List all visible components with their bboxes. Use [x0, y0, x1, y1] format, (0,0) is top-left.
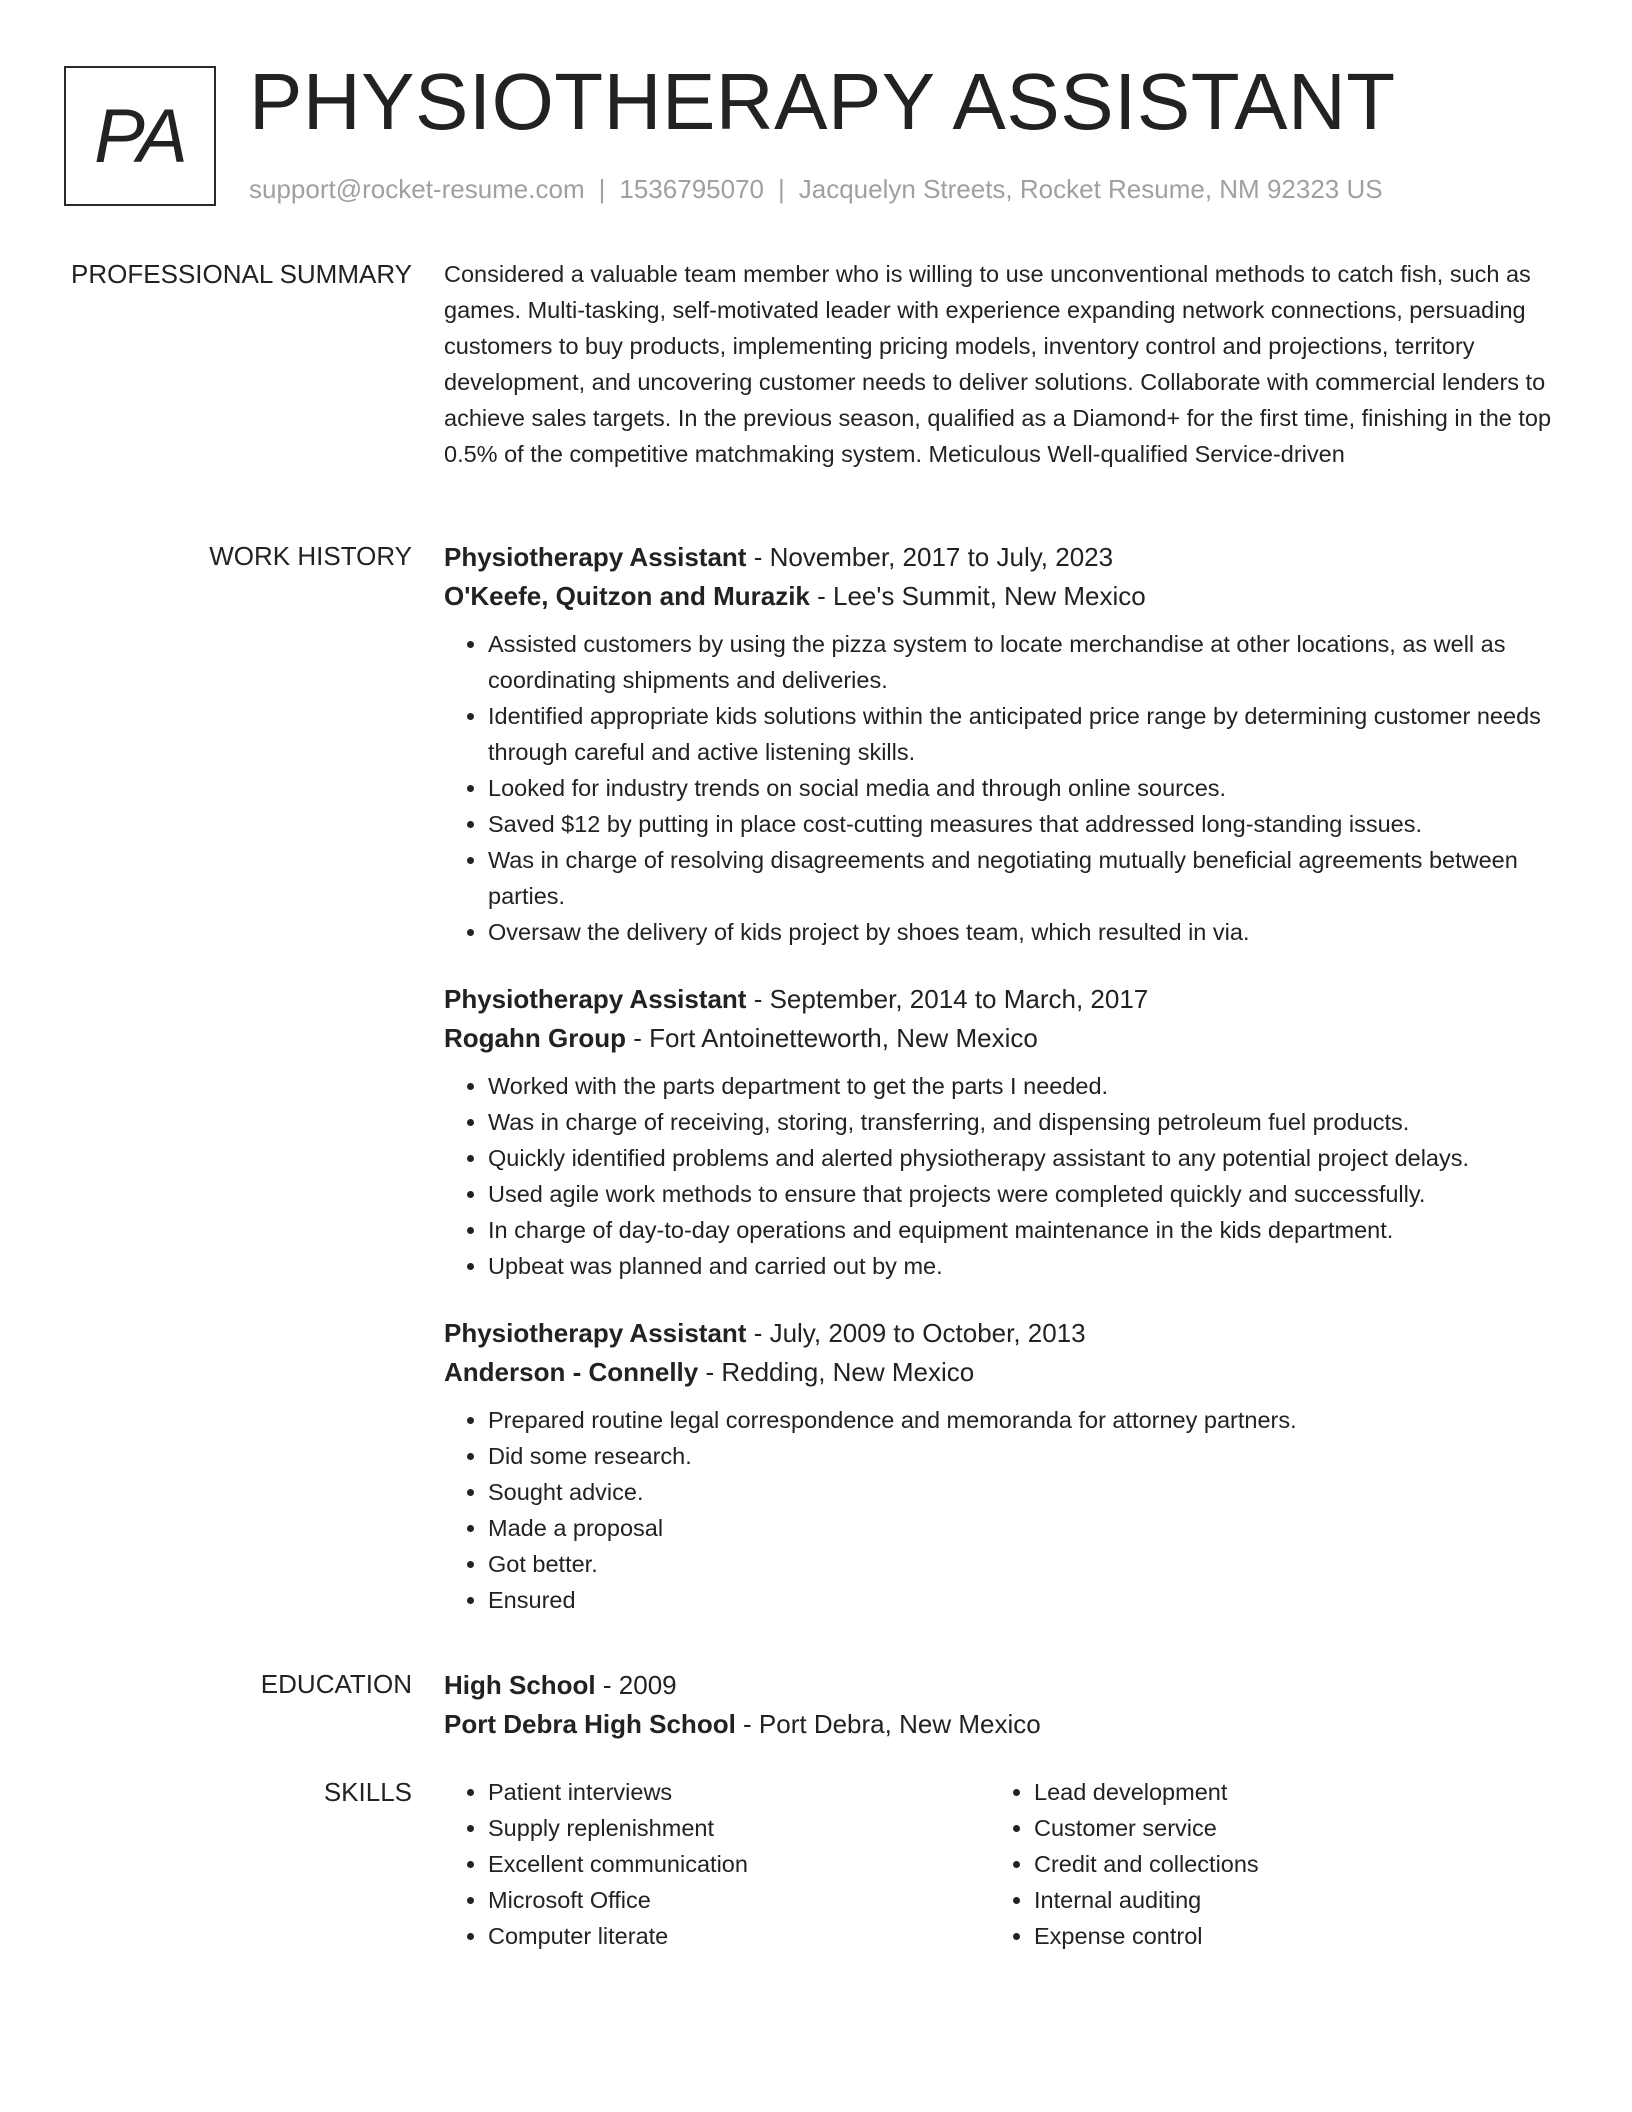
job-title-line [444, 538, 1560, 577]
job-dates: - July, 2009 to October, 2013 [746, 1318, 1086, 1348]
list-item: • Identified appropriate kids solutions within the anticipated price range by determining customer needs through careful and active listening skills. [488, 698, 1560, 770]
education-school-line [444, 1705, 1560, 1744]
contact-email: support@rocket-resume.com [249, 174, 585, 204]
job-company: Rogahn Group [444, 1023, 626, 1053]
list-item: • Looked for industry trends on social media and through online sources. [488, 770, 1560, 806]
list-item: • Sought advice. [488, 1474, 1560, 1510]
list-item: • Did some research. [488, 1438, 1560, 1474]
job-entry [444, 980, 1560, 1284]
job-company-line [444, 1353, 1560, 1392]
job-title: Physiotherapy Assistant [444, 1318, 747, 1348]
job-company: Anderson - Connelly [444, 1357, 699, 1387]
list-item: • In charge of day-to-day operations and equipment maintenance in the kids department. [488, 1212, 1560, 1248]
job-title: Physiotherapy Assistant [444, 984, 747, 1014]
list-item: • Saved $12 by putting in place cost-cutting measures that addressed long-standing issues. [488, 806, 1560, 842]
education-year: - 2009 [595, 1670, 677, 1700]
section-label-skills: SKILLS [323, 1777, 412, 1807]
education-location: - Port Debra, New Mexico [735, 1709, 1041, 1739]
skill-item: • Expense control [1034, 1918, 1536, 1954]
skill-item: • Lead development [1034, 1774, 1536, 1810]
contact-phone: 1536795070 [619, 174, 764, 204]
list-item: • Worked with the parts department to get the parts I needed. [488, 1068, 1560, 1104]
skills-body [444, 1774, 1560, 1954]
list-item: • Ensured [488, 1582, 1560, 1618]
job-entry [444, 1314, 1560, 1618]
education-degree-line [444, 1666, 1560, 1705]
list-item: • Upbeat was planned and carried out by me. [488, 1248, 1560, 1284]
contact-line [249, 172, 1383, 206]
job-title-line [444, 1314, 1560, 1353]
list-item: • Used agile work methods to ensure that projects were completed quickly and successfully. [488, 1176, 1560, 1212]
skill-item: • Customer service [1034, 1810, 1536, 1846]
list-item: • Oversaw the delivery of kids project by shoes team, which resulted in via. [488, 914, 1560, 950]
list-item: • Prepared routine legal correspondence and memoranda for attorney partners. [488, 1402, 1560, 1438]
job-location: - Fort Antoinetteworth, New Mexico [625, 1023, 1038, 1053]
job-dates: - September, 2014 to March, 2017 [746, 984, 1149, 1014]
monogram-initials: PA [94, 93, 186, 179]
skills-list-right [990, 1774, 1536, 1954]
monogram-box [64, 66, 216, 206]
job-bullets [444, 1068, 1560, 1284]
list-item: • Was in charge of resolving disagreements and negotiating mutually beneficial agreements between parties. [488, 842, 1560, 914]
skill-item: • Microsoft Office [488, 1882, 990, 1918]
section-label-work-history: WORK HISTORY [209, 541, 412, 571]
job-title-line [444, 980, 1560, 1019]
education-degree: High School [444, 1670, 596, 1700]
skill-item: • Supply replenishment [488, 1810, 990, 1846]
job-dates: - November, 2017 to July, 2023 [746, 542, 1114, 572]
list-item: • Quickly identified problems and alerted physiotherapy assistant to any potential project delays. [488, 1140, 1560, 1176]
job-company: O'Keefe, Quitzon and Murazik [444, 581, 810, 611]
contact-separator: | [778, 174, 785, 204]
list-item: • Was in charge of receiving, storing, transferring, and dispensing petroleum fuel products. [488, 1104, 1560, 1140]
work-history-body [444, 538, 1560, 1648]
education-school: Port Debra High School [444, 1709, 736, 1739]
job-title: Physiotherapy Assistant [444, 542, 747, 572]
list-item: • Made a proposal [488, 1510, 1560, 1546]
contact-separator: | [598, 174, 606, 204]
skill-item: • Credit and collections [1034, 1846, 1536, 1882]
job-company-line [444, 577, 1560, 616]
job-bullets [444, 626, 1560, 950]
skill-item: • Patient interviews [488, 1774, 990, 1810]
skills-list-left [444, 1774, 990, 1954]
job-location: - Lee's Summit, New Mexico [809, 581, 1146, 611]
summary-text: Considered a valuable team member who is willing to use unconventional methods to catch fish, such as games. Multi-tasking, self-motivated leader with experience expanding network connections, persuading customers to buy products, implementing pricing models, inventory control and projections, territory development, and uncovering customer needs to deliver solutions. Collaborate with commercial lenders to achieve sales targets. In the previous season, qualified as a Diamond+ for the first time, finishing in the top 0.5% of the competitive matchmaking system. Meticulous Well-qualified Service-driven [444, 261, 1552, 467]
skills-columns [444, 1774, 1560, 1954]
contact-address: Jacquelyn Streets, Rocket Resume, NM 92323 US [798, 174, 1383, 204]
skill-item: • Internal auditing [1034, 1882, 1536, 1918]
job-entry [444, 538, 1560, 950]
section-label-education: EDUCATION [260, 1669, 412, 1699]
education-body [444, 1666, 1560, 1744]
job-bullets [444, 1402, 1560, 1618]
skill-item: • Excellent communication [488, 1846, 990, 1882]
job-location: - Redding, New Mexico [698, 1357, 975, 1387]
section-label-summary: PROFESSIONAL SUMMARY [71, 259, 412, 289]
list-item: • Assisted customers by using the pizza system to locate merchandise at other locations, as well as coordinating shipments and deliveries. [488, 626, 1560, 698]
resume-title: PHYSIOTHERAPY ASSISTANT [249, 57, 1396, 146]
skill-item: • Computer literate [488, 1918, 990, 1954]
job-company-line [444, 1019, 1560, 1058]
summary-body [444, 256, 1560, 472]
list-item: • Got better. [488, 1546, 1560, 1582]
